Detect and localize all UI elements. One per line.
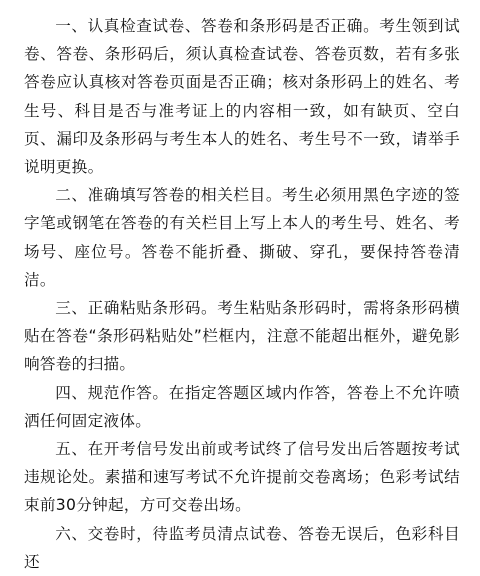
paragraph-2: 二、准确填写答卷的相关栏目。考生必须用黑色字迹的签字笔或钢笔在答卷的有关栏目上写上本人的考生号、姓名、考场号、座位号。答卷不能折叠、撕破、穿孔，要保持答卷清洁。 bbox=[24, 186, 460, 289]
paragraph-5: 五、在开考信号发出前或考试终了信号发出后答题按考试违规论处。素描和速写考试不允许提前交卷离场；色彩考试结束前30分钟起，方可交卷出场。 bbox=[24, 440, 460, 515]
paragraph-1: 一、认真检查试卷、答卷和条形码是否正确。考生领到试卷、答卷、条形码后，须认真检查试卷、答卷页数，若有多张答卷应认真核对答卷页面是否正确；核对条形码上的姓名、考生号、科目是否与准考证上的内容相一致，如有缺页、空白页、漏印及条形码与考生本人的姓名、考生号不一致，请举手说明更换。 bbox=[24, 17, 460, 177]
paragraph-4: 四、规范作答。在指定答题区域内作答，答卷上不允许喷洒任何固定液体。 bbox=[24, 383, 460, 430]
paragraph-6: 六、交卷时，待监考员清点试卷、答卷无误后，色彩科目还 bbox=[24, 524, 460, 571]
paragraph-3: 三、正确粘贴条形码。考生粘贴条形码时，需将条形码横贴在答卷“条形码粘贴处”栏框内，注意不能超出框外，避免影响答卷的扫描。 bbox=[24, 299, 460, 374]
document-page bbox=[24, 12, 460, 576]
